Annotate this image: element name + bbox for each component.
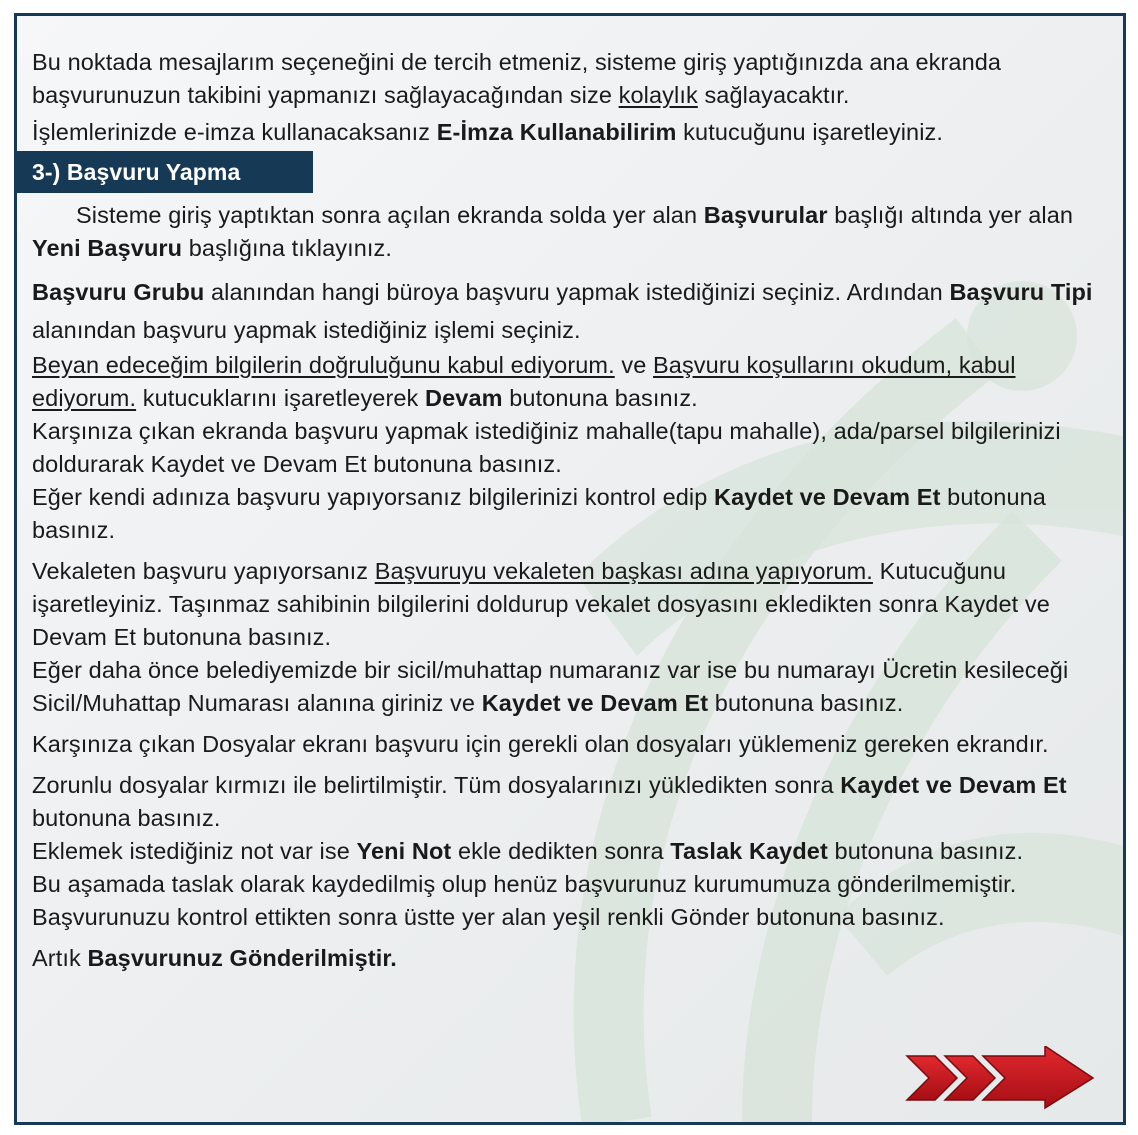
kolaylik-text: kolaylık — [618, 82, 698, 108]
p6-c: Kutucuğunu işaretleyiniz. Taşınmaz sahibinin bilgilerini doldurup vekalet dosyasını ekledikten sonra Kaydet ve Devam Et butonuna basınız. — [32, 558, 1050, 650]
p3-e: Devam — [425, 385, 503, 411]
p1-d: Yeni Başvuru — [32, 235, 183, 261]
section-header: 3-) Başvuru Yapma — [17, 151, 313, 193]
intro-paragraph — [32, 46, 1107, 112]
eimza-bold: E-İmza Kullanabilirim — [436, 119, 677, 145]
p1-a: Sisteme giriş yaptıktan sonra açılan ekranda solda yer alan — [76, 202, 704, 228]
paragraph-8: Karşınıza çıkan Dosyalar ekranı başvuru için gerekli olan dosyaları yüklemeniz gereken ekrandır. — [32, 731, 1049, 757]
p7-b: Kaydet ve Devam Et — [481, 690, 709, 716]
paragraph-3 — [32, 349, 1107, 415]
eimza-post: kutucuğunu işaretleyiniz. — [676, 119, 944, 145]
p5-c: butonuna basınız. — [32, 484, 1046, 543]
paragraph-9 — [32, 769, 1107, 835]
p3-d: kutucuklarını işaretleyerek — [136, 385, 426, 411]
paragraph-7 — [32, 654, 1107, 720]
p5-a: Eğer kendi adınıza başvuru yapıyorsanız bilgilerinizi kontrol edip — [32, 484, 715, 510]
paragraph-6 — [32, 555, 1107, 654]
p10-c: ekle dedikten sonra — [451, 838, 671, 864]
p10-e: butonuna basınız. — [827, 838, 1024, 864]
paragraph-2 — [32, 273, 1107, 349]
p9-b: Kaydet ve Devam Et — [840, 772, 1067, 798]
p9-c: butonuna basınız. — [32, 805, 221, 831]
paragraph-12: Başvurunuzu kontrol ettikten sonra üstte yer alan yeşil renkli Gönder butonuna basınız. — [32, 904, 945, 930]
p10-b: Yeni Not — [356, 838, 452, 864]
p13-a: Artık — [32, 945, 88, 971]
eimza-paragraph — [32, 116, 1107, 149]
p3-b: ve — [614, 352, 653, 378]
paragraph-11: Bu aşamada taslak olarak kaydedilmiş olup henüz başvurunuz kurumumuza gönderilmemiştir. — [32, 871, 1017, 897]
p2-c: Başvuru Tipi — [949, 279, 1093, 305]
eimza-pre: İşlemlerinizde e-imza kullanacaksanız — [32, 119, 437, 145]
p2-b: alanından hangi büroya başvuru yapmak istediğinizi seçiniz. Ardından — [204, 279, 950, 305]
p6-a: Vekaleten başvuru yapıyorsanız — [32, 558, 375, 584]
p9-a: Zorunlu dosyalar kırmızı ile belirtilmiştir. Tüm dosyalarınızı yükledikten sonra — [32, 772, 841, 798]
p10-d: Taslak Kaydet — [670, 838, 828, 864]
p13-b: Başvurunuz Gönderilmiştir. — [87, 945, 397, 971]
p10-a: Eklemek istediğiniz not var ise — [32, 838, 357, 864]
p7-c: butonuna basınız. — [708, 690, 904, 716]
p1-e: başlığına tıklayınız. — [182, 235, 392, 261]
intro-text: Bu noktada mesajlarım seçeneğini de tercih etmeniz, sisteme giriş yaptığınızda ana ekranda başvurunuzun takibini yapmanızı sağlayacağından size — [32, 49, 1002, 108]
p6-b: Başvuruyu vekaleten başkası adına yapıyorum. — [374, 558, 873, 584]
paragraph-10 — [32, 835, 1107, 868]
p1-c: başlığı altında yer alan — [827, 202, 1074, 228]
p3-f: butonuna basınız. — [502, 385, 698, 411]
next-arrow-icon[interactable] — [905, 1046, 1095, 1110]
p3-a: Beyan edeceğim bilgilerin doğruluğunu kabul ediyorum. — [32, 352, 615, 378]
page-frame — [14, 13, 1126, 1125]
p7-a: Eğer daha önce belediyemizde bir sicil/muhattap numaranız var ise bu numarayı Ücretin kesileceği Sicil/Muhattap Numarası alanına giriniz ve — [32, 657, 1069, 716]
paragraph-4: Karşınıza çıkan ekranda başvuru yapmak istediğiniz mahalle(tapu mahalle), ada/parsel bilgilerinizi doldurarak Kaydet ve Devam Et butonuna basınız. — [32, 418, 1061, 477]
paragraph-5 — [32, 481, 1107, 547]
p1-b: Başvurular — [703, 202, 828, 228]
document-content — [32, 46, 1107, 975]
p5-b: Kaydet ve Devam Et — [714, 484, 941, 510]
p2-a: Başvuru Grubu — [32, 279, 205, 305]
p3-c: Başvuru koşullarını okudum, kabul ediyorum. — [32, 352, 1016, 411]
paragraph-13 — [32, 942, 1107, 975]
paragraph-1 — [32, 199, 1107, 265]
intro-text-end: sağlayacaktır. — [697, 82, 850, 108]
p2-d: alanından başvuru yapmak istediğiniz işlemi seçiniz. — [32, 317, 581, 343]
